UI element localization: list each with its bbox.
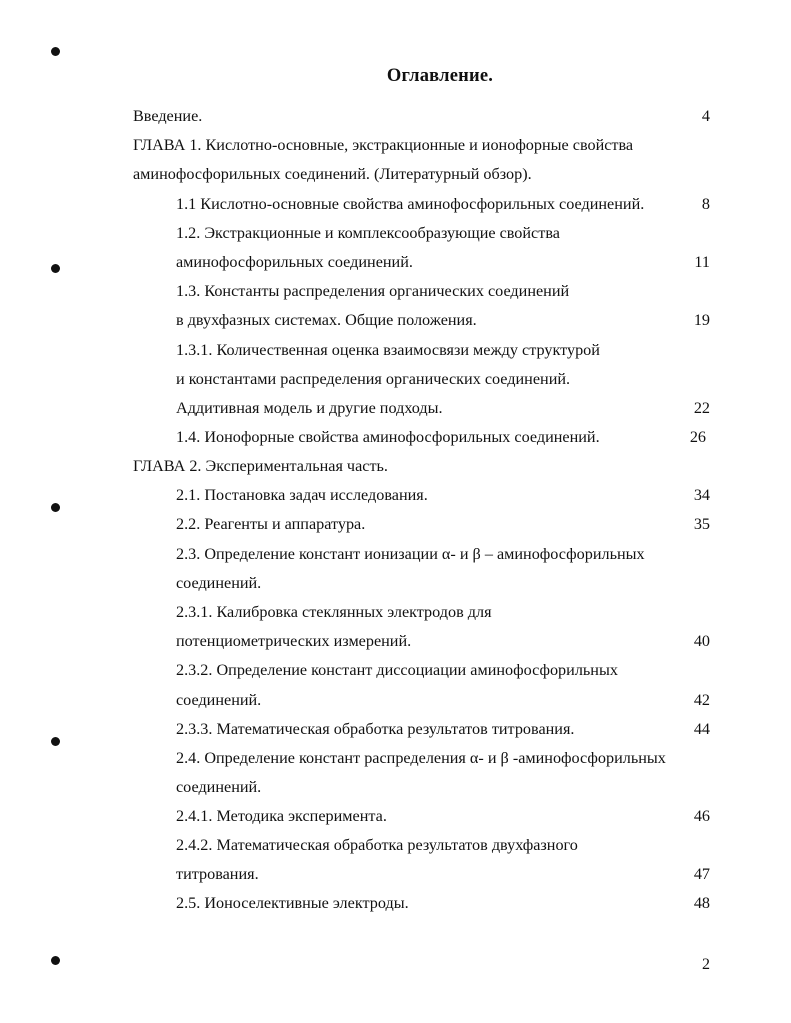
toc-entry-chapter-1: ГЛАВА 1. Кислотно-основные, экстракционные и ионофорные свойства bbox=[133, 136, 634, 154]
toc-page-2-4-2: 47 bbox=[693, 865, 710, 883]
binder-hole-mark-2 bbox=[51, 264, 60, 273]
toc-entry-2-4-2: 2.4.2. Математическая обработка результатов двухфазного bbox=[176, 836, 578, 854]
toc-entry-2-4: 2.4. Определение констант распределения α- и β -аминофосфорильных bbox=[176, 749, 666, 767]
toc-entry-1-3-cont: в двухфазных системах. Общие положения. bbox=[176, 311, 477, 329]
toc-entry-2-4-cont: соединений. bbox=[176, 778, 262, 796]
toc-entry-chapter-1-cont: аминофосфорильных соединений. (Литературный обзор). bbox=[133, 165, 532, 183]
toc-entry-1-2-cont: аминофосфорильных соединений. bbox=[176, 253, 413, 271]
toc-entry-1-2: 1.2. Экстракционные и комплексообразующие свойства bbox=[176, 224, 560, 242]
toc-page-2-1: 34 bbox=[693, 486, 710, 504]
toc-entry-2-2: 2.2. Реагенты и аппаратура. bbox=[176, 515, 366, 533]
page-title: Оглавление. bbox=[386, 66, 494, 86]
toc-entry-2-3-2: 2.3.2. Определение констант диссоциации аминофосфорильных bbox=[176, 661, 618, 679]
toc-entry-2-3-2-cont: соединений. bbox=[176, 691, 262, 709]
toc-entry-chapter-2: ГЛАВА 2. Экспериментальная часть. bbox=[133, 457, 388, 475]
toc-entry-intro: Введение. bbox=[133, 107, 203, 125]
toc-entry-1-1: 1.1 Кислотно-основные свойства аминофосфорильных соединений. bbox=[176, 195, 645, 213]
toc-entry-2-3-cont: соединений. bbox=[176, 574, 262, 592]
toc-entry-1-3: 1.3. Константы распределения органических соединений bbox=[176, 282, 570, 300]
toc-entry-1-3-1: 1.3.1. Количественная оценка взаимосвязи между структурой bbox=[176, 341, 600, 359]
toc-entry-2-3-1: 2.3.1. Калибровка стеклянных электродов для bbox=[176, 603, 492, 621]
binder-hole-mark-4 bbox=[51, 737, 60, 746]
toc-page-2-4-1: 46 bbox=[693, 807, 710, 825]
toc-page-2-5: 48 bbox=[693, 894, 710, 912]
toc-entry-2-3-3: 2.3.3. Математическая обработка результатов титрования. bbox=[176, 720, 575, 738]
toc-entry-2-3-1-cont: потенциометрических измерений. bbox=[176, 632, 412, 650]
toc-entry-2-4-1: 2.4.1. Методика эксперимента. bbox=[176, 807, 387, 825]
toc-entry-1-4: 1.4. Ионофорные свойства аминофосфорильных соединений. bbox=[176, 428, 600, 446]
binder-hole-mark-1 bbox=[51, 47, 60, 56]
toc-page-1-3: 19 bbox=[693, 311, 710, 329]
binder-hole-mark-5 bbox=[51, 956, 60, 965]
toc-entry-1-3-1-cont: и константами распределения органических соединений. bbox=[176, 370, 571, 388]
toc-entry-2-4-2-cont: титрования. bbox=[176, 865, 259, 883]
toc-entry-2-1: 2.1. Постановка задач исследования. bbox=[176, 486, 428, 504]
toc-page-2-3-3: 44 bbox=[693, 720, 710, 738]
toc-entry-2-5: 2.5. Ионоселективные электроды. bbox=[176, 894, 409, 912]
toc-page-2-3-1: 40 bbox=[693, 632, 710, 650]
toc-page-2-2: 35 bbox=[693, 515, 710, 533]
toc-entry-1-3-1-cont-2: Аддитивная модель и другие подходы. bbox=[176, 399, 443, 417]
toc-page-1-1: 8 bbox=[701, 195, 710, 213]
toc-entry-2-3: 2.3. Определение констант ионизации α- и β – аминофосфорильных bbox=[176, 545, 645, 563]
binder-hole-mark-3 bbox=[51, 503, 60, 512]
toc-page-1-3-1: 22 bbox=[693, 399, 710, 417]
toc-page-1-4: 26 bbox=[689, 428, 706, 446]
toc-page-1-2: 11 bbox=[694, 253, 710, 271]
page-number: 2 bbox=[702, 956, 710, 973]
toc-page-2-3-2: 42 bbox=[693, 691, 710, 709]
toc-page-intro: 4 bbox=[701, 107, 710, 125]
